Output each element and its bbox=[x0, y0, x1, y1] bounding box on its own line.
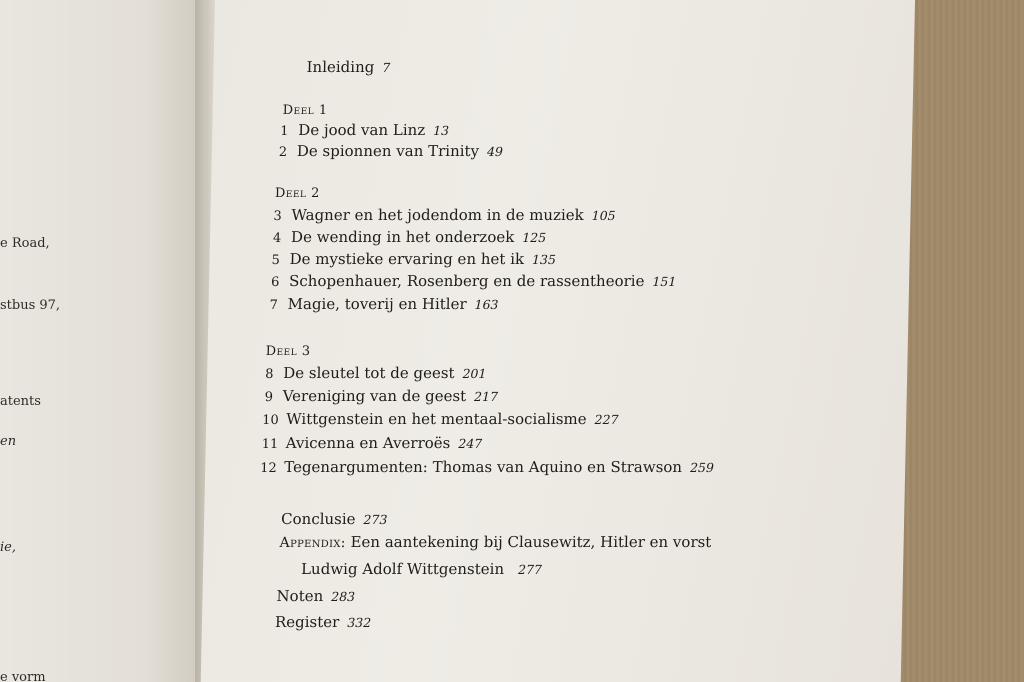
toc-entry: 11 Avicenna en Averroës 247 bbox=[261, 434, 483, 452]
section-heading-deel2: Deel 2 bbox=[274, 186, 321, 201]
page-number: 259 bbox=[689, 460, 715, 475]
page-number: 332 bbox=[347, 615, 372, 630]
toc-appendix-continued: Ludwig Adolf Wittgenstein 277 bbox=[300, 560, 543, 578]
toc-conclusie: Conclusie 273 bbox=[280, 510, 388, 528]
page-number: 201 bbox=[462, 366, 487, 381]
page-number: 135 bbox=[531, 252, 557, 267]
toc-entry: 5 De mystieke ervaring en het ik 135 bbox=[271, 250, 557, 268]
toc-entry: 6 Schopenhauer, Rosenberg en de rassentheorie 151 bbox=[270, 272, 677, 290]
page-number: 217 bbox=[473, 389, 499, 404]
toc-register: Register 332 bbox=[274, 613, 372, 631]
toc-entry: 12 Tegenargumenten: Thomas van Aquino en Strawson 259 bbox=[260, 458, 715, 476]
right-page bbox=[201, 0, 915, 682]
left-page-text: atents bbox=[0, 394, 41, 409]
section-heading-deel1: Deel 1 bbox=[282, 103, 328, 118]
toc-entry: 1 De jood van Linz 13 bbox=[280, 121, 450, 139]
left-page-text: ie, bbox=[0, 540, 16, 555]
toc-entry: 10 Wittgenstein en het mentaal-socialisme 227 bbox=[262, 410, 619, 428]
page-number: 125 bbox=[522, 230, 547, 245]
toc-intro: Inleiding 7 bbox=[306, 58, 391, 76]
left-page-text: e Road, bbox=[0, 236, 50, 251]
toc-entry: 7 Magie, toverij en Hitler 163 bbox=[269, 295, 499, 313]
toc-entry: 9 Vereniging van de geest 217 bbox=[264, 387, 499, 405]
page-number: 151 bbox=[652, 274, 677, 289]
page-number: 105 bbox=[591, 208, 616, 223]
page-number: 283 bbox=[331, 589, 356, 604]
left-page-text: e vorm bbox=[0, 670, 46, 682]
page-number: 273 bbox=[363, 512, 388, 527]
section-heading-deel3: Deel 3 bbox=[265, 344, 311, 359]
toc-appendix: Appendix: Een aantekening bij Clausewitz, Hitler en vorst bbox=[279, 533, 712, 551]
toc-noten: Noten 283 bbox=[276, 587, 356, 605]
page-number: 227 bbox=[594, 412, 619, 427]
toc-entry: 2 De spionnen van Trinity 49 bbox=[278, 142, 504, 160]
toc-entry: 8 De sleutel tot de geest 201 bbox=[264, 364, 487, 382]
page-number: 277 bbox=[517, 562, 543, 577]
left-page-text: stbus 97, bbox=[0, 298, 61, 313]
page-number: 247 bbox=[458, 436, 483, 451]
left-page-text: en bbox=[0, 434, 17, 449]
toc-entry: 4 De wending in het onderzoek 125 bbox=[272, 228, 547, 246]
page-number: 13 bbox=[433, 123, 450, 138]
toc-entry: 3 Wagner en het jodendom in de muziek 105 bbox=[273, 206, 616, 224]
left-page bbox=[0, 0, 205, 682]
page-number: 163 bbox=[474, 297, 499, 312]
page-number: 7 bbox=[382, 60, 391, 75]
page-number: 49 bbox=[486, 144, 504, 159]
